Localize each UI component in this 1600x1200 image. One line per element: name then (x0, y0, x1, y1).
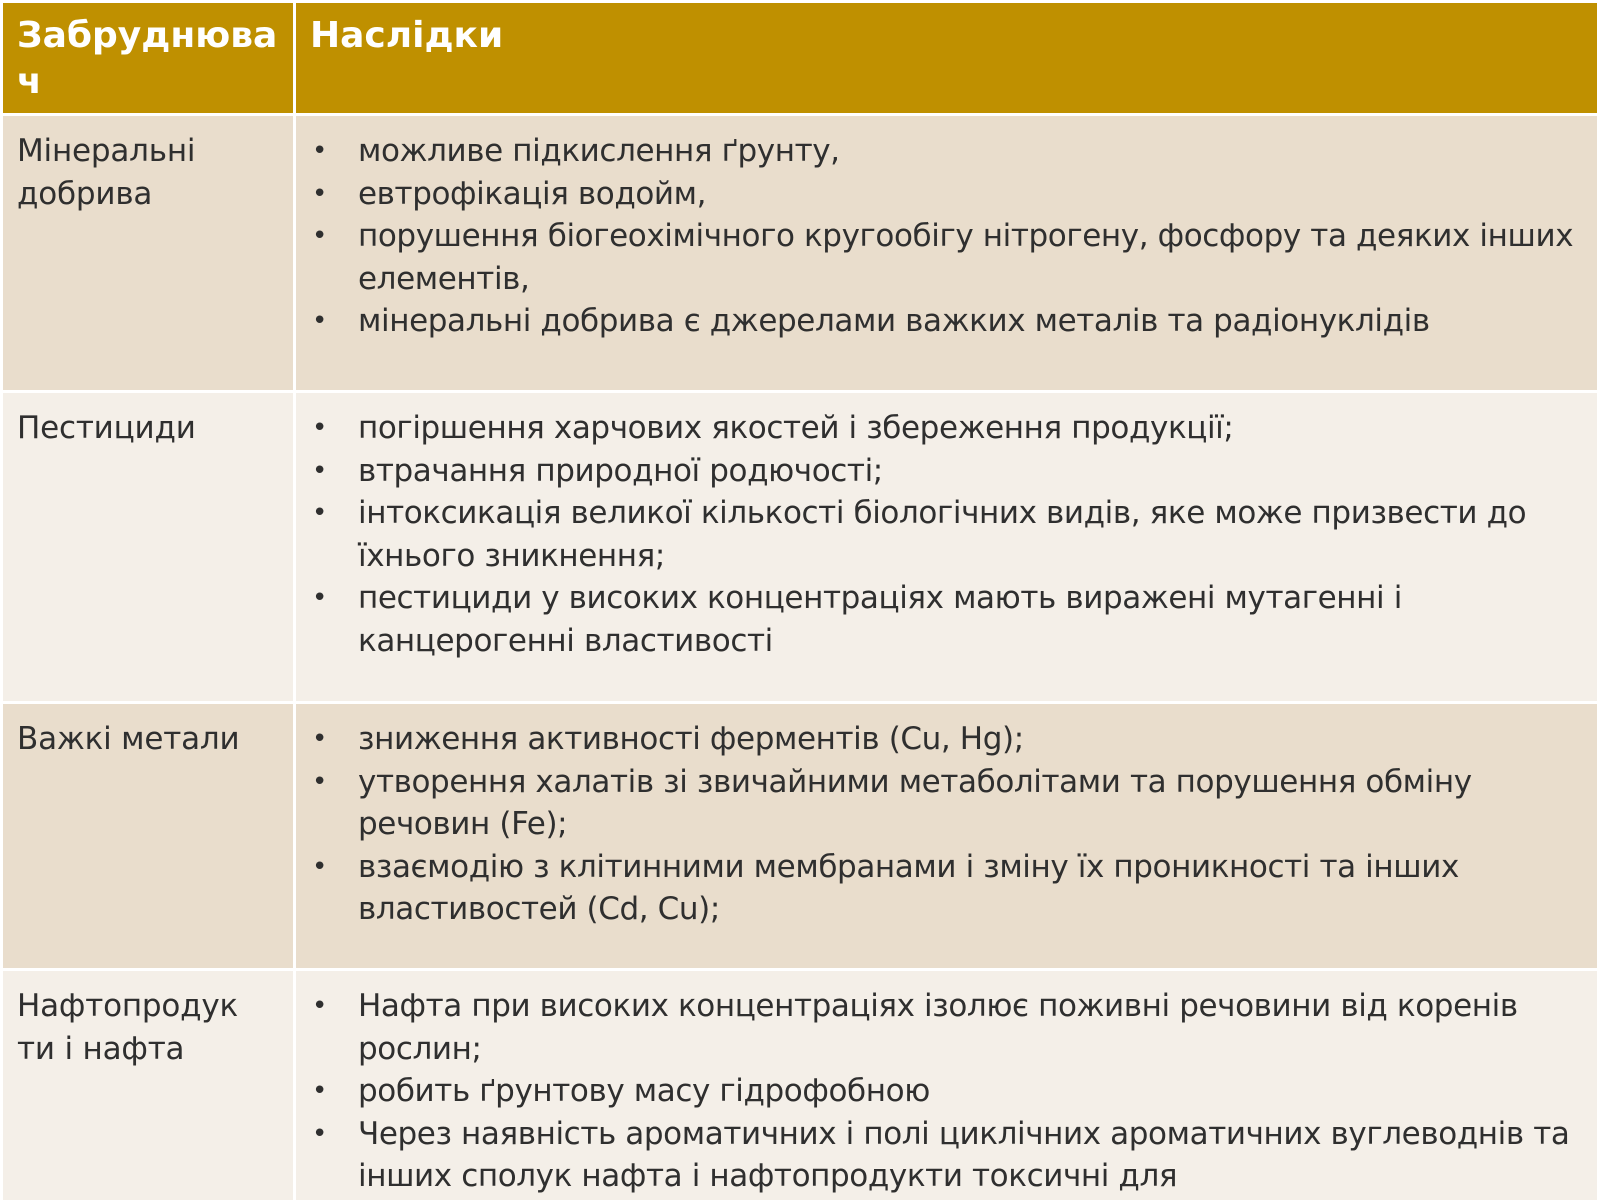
list-item (310, 1113, 1583, 1198)
pollutant-cell: Мінеральні добрива (3, 116, 293, 390)
bullet-icon: • (312, 413, 327, 443)
table-row (3, 116, 1597, 390)
effect-text: евтрофікація водойм, (358, 175, 707, 212)
bullet-icon: • (312, 991, 327, 1021)
effects-list (310, 718, 1583, 931)
effects-cell (296, 393, 1597, 701)
list-item (310, 1070, 1583, 1113)
list-item (310, 718, 1583, 761)
pollutant-cell: Важкі метали (3, 704, 293, 968)
effect-text: погіршення харчових якостей і збереження продукції; (358, 410, 1234, 446)
bullet-icon: • (312, 498, 327, 528)
list-item (310, 492, 1583, 577)
table-row (3, 393, 1597, 701)
pollutant-cell: Пестициди (3, 393, 293, 701)
bullet-icon: • (312, 724, 327, 754)
list-item (310, 450, 1583, 493)
effect-text: порушення біогеохімічного кругообігу нітрогену, фосфору та деяких інших елементів, (358, 218, 1574, 297)
effect-text: взаємодію з клітинними мембранами і зміну їх проникності та інших властивостей (Cd, Cu); (358, 848, 1459, 927)
bullet-icon: • (312, 1076, 327, 1106)
list-item (310, 407, 1583, 450)
list-item (310, 846, 1583, 931)
effect-text: мінеральні добрива є джерелами важких металів та радіонуклідів (358, 303, 1430, 339)
effect-text: утворення халатів зі звичайними метаболітами та порушення обміну речовин (Fe); (358, 763, 1472, 842)
effects-list (310, 130, 1583, 343)
table-header-row (3, 3, 1597, 113)
bullet-icon: • (312, 766, 327, 797)
pollutant-cell: Нафтопродук ти і нафта (3, 971, 293, 1200)
header-pollutant: Забруднюва ч (3, 3, 293, 113)
bullet-icon: • (312, 1118, 327, 1149)
effect-text: можливе підкислення ґрунту, (358, 133, 840, 169)
bullet-icon: • (312, 455, 327, 486)
bullet-icon: • (312, 851, 327, 882)
list-item (310, 130, 1583, 173)
table-row (3, 704, 1597, 968)
list-item (310, 985, 1583, 1070)
header-effects: Наслідки (296, 3, 1597, 113)
effects-cell (296, 971, 1597, 1200)
bullet-icon: • (312, 583, 327, 613)
effects-cell (296, 116, 1597, 390)
bullet-icon: • (312, 221, 327, 251)
effects-cell (296, 704, 1597, 968)
effect-text: Нафта при високих концентраціях ізолює поживні речовини від коренів рослин; (358, 988, 1518, 1067)
list-item (310, 215, 1583, 300)
table-row (3, 971, 1597, 1200)
effects-list (310, 407, 1583, 662)
effect-text: пестициди у високих концентраціях мають виражені мутагенні і канцерогенні властивості (358, 580, 1402, 659)
bullet-icon: • (312, 306, 327, 336)
bullet-icon: • (312, 178, 327, 209)
bullet-icon: • (312, 136, 327, 166)
effect-text: зниження активності ферментів (Cu, Hg); (358, 721, 1024, 757)
effect-text: втрачання природної родючості; (358, 452, 883, 489)
effect-text: робить ґрунтову масу гідрофобною (358, 1073, 930, 1109)
list-item (310, 173, 1583, 216)
effects-list (310, 985, 1583, 1198)
list-item (310, 577, 1583, 662)
list-item (310, 300, 1583, 343)
effect-text: Через наявність ароматичних і полі циклічних ароматичних вуглеводнів та інших сполук нафта і нафтопродукти токсичні для (358, 1115, 1570, 1194)
effect-text: інтоксикація великої кількості біологічних видів, яке може призвести до їхнього зникнення; (358, 495, 1527, 574)
list-item (310, 761, 1583, 846)
